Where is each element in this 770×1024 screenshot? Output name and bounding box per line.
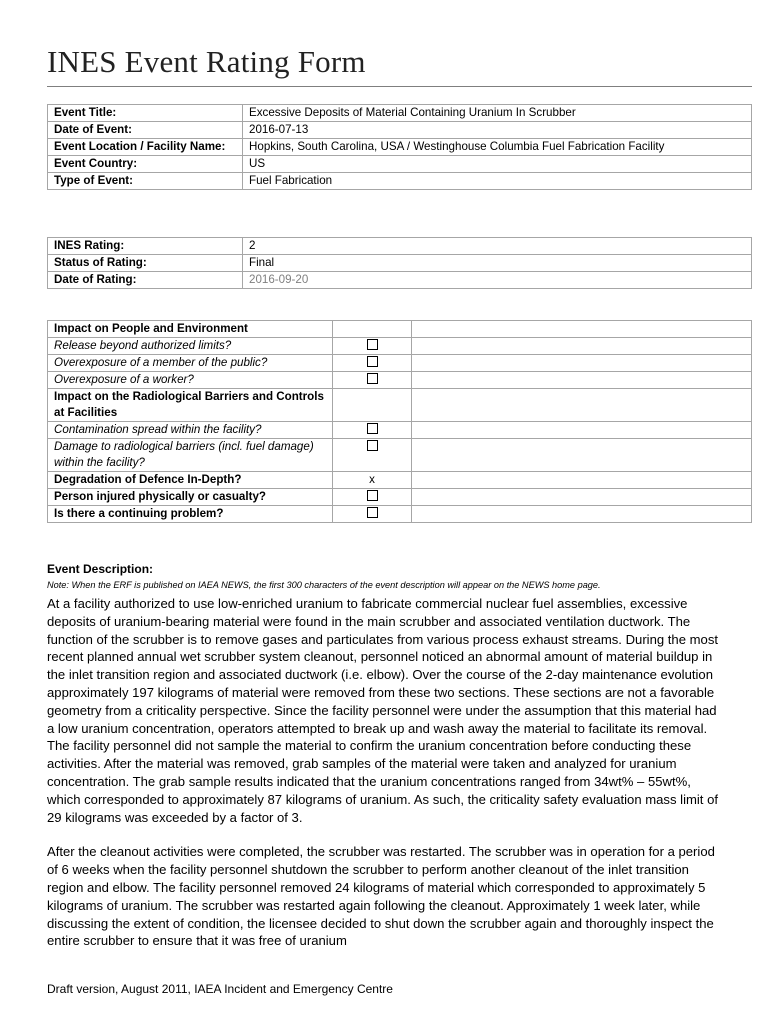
page-title: INES Event Rating Form: [47, 44, 366, 79]
event-location-label: Event Location / Facility Name:: [48, 139, 243, 156]
impact-answer-cell[interactable]: [333, 372, 412, 389]
impact-question: Is there a continuing problem?: [48, 506, 333, 523]
table-row: [48, 238, 752, 255]
title-divider: [47, 86, 752, 87]
impact-question: Damage to radiological barriers (incl. fuel damage) within the facility?: [48, 439, 333, 472]
impact-question: Person injured physically or casualty?: [48, 489, 333, 506]
impact-row: [48, 338, 752, 355]
rating-date-label: Date of Rating:: [48, 272, 243, 289]
checkbox-unchecked[interactable]: [367, 440, 378, 451]
impact-comment-cell: [412, 338, 752, 355]
table-row: [48, 272, 752, 289]
page-footer: Draft version, August 2011, IAEA Incident and Emergency Centre: [47, 982, 393, 996]
impact-answer-cell[interactable]: [333, 506, 412, 523]
impact-row: [48, 422, 752, 439]
impact-table: [47, 320, 752, 523]
rating-status-label: Status of Rating:: [48, 255, 243, 272]
impact-comment-cell: [412, 439, 752, 472]
impact-answer-cell[interactable]: [333, 338, 412, 355]
impact-comment-cell: [412, 506, 752, 523]
checkbox-unchecked[interactable]: [367, 423, 378, 434]
impact-row: [48, 439, 752, 472]
impact-question: Contamination spread within the facility?: [48, 422, 333, 439]
impact-comment-cell: [412, 389, 752, 422]
impact-answer-cell[interactable]: [333, 472, 412, 489]
table-row: [48, 173, 752, 190]
event-info-table: [47, 104, 752, 190]
checkbox-unchecked[interactable]: [367, 490, 378, 501]
description-paragraph: At a facility authorized to use low-enriched uranium to fabricate commercial nuclear fuel assemblies, excessive deposits of uranium-bearing material were found in the main scrubber and associated ventilation ductwork. The function of the scrubber is to remove gases and particulates from various process exhaust streams. During the most recent planned annual wet scrubber system cleanout, personnel noticed an abnormal amount of material buildup in the inlet transition region and associated ductwork (i.e. elbow). Over the course of the 2-day maintenance evolution approximately 197 kilograms of material were removed from these two sections. These sections are not a favorable geometry from a criticality perspective. Since the facility personnel were under the assumption that this material had a low uranium concentration, operators attempted to break up and wash away the material to facilitate its removal. The facility personnel did not sample the material to confirm the uranium concentration before conducting these activities. After the material was removed, grab samples of the material were taken and analyzed for uranium concentration. The grab sample results indicated that the uranium concentrations ranged from 34wt% – 55wt%, which corresponded to approximately 87 kilograms of uranium. As such, the criticality safety evaluation mass limit of 29 kilograms was exceeded by a factor of 3.: [47, 596, 719, 825]
table-row: [48, 139, 752, 156]
impact-comment-cell: [412, 489, 752, 506]
impact-comment-cell: [412, 372, 752, 389]
event-title-label: Event Title:: [48, 105, 243, 122]
table-row: [48, 156, 752, 173]
event-country-value: US: [243, 156, 752, 173]
impact-question: Overexposure of a member of the public?: [48, 355, 333, 372]
impact-row: [48, 389, 752, 422]
event-type-label: Type of Event:: [48, 173, 243, 190]
rating-info-table: [47, 237, 752, 289]
event-country-label: Event Country:: [48, 156, 243, 173]
ines-rating-label: INES Rating:: [48, 238, 243, 255]
ines-rating-value: 2: [243, 238, 752, 255]
impact-question: Overexposure of a worker?: [48, 372, 333, 389]
event-description-heading: Event Description:: [47, 562, 154, 576]
impact-answer-cell[interactable]: [333, 355, 412, 372]
impact-answer-cell: [333, 389, 412, 422]
impact-row: [48, 355, 752, 372]
event-date-value: 2016-07-13: [243, 122, 752, 139]
event-date-label: Date of Event:: [48, 122, 243, 139]
table-row: [48, 255, 752, 272]
checkbox-unchecked[interactable]: [367, 507, 378, 518]
event-title-value: Excessive Deposits of Material Containing Uranium In Scrubber: [243, 105, 752, 122]
impact-comment-cell: [412, 422, 752, 439]
rating-date-value: 2016-09-20: [243, 272, 752, 289]
table-row: [48, 105, 752, 122]
impact-row: [48, 506, 752, 523]
impact-table-body: [48, 321, 752, 523]
checkbox-mark[interactable]: x: [369, 473, 375, 486]
impact-comment-cell: [412, 472, 752, 489]
impact-row: [48, 372, 752, 389]
impact-row: [48, 321, 752, 338]
event-description-body: [47, 595, 727, 967]
table-row: [48, 122, 752, 139]
event-description-note: Note: When the ERF is published on IAEA NEWS, the first 300 characters of the event description will appear on the NEWS home page.: [47, 580, 601, 590]
impact-question: Degradation of Defence In-Depth?: [48, 472, 333, 489]
event-type-value: Fuel Fabrication: [243, 173, 752, 190]
impact-row: [48, 489, 752, 506]
impact-question: Release beyond authorized limits?: [48, 338, 333, 355]
impact-answer-cell[interactable]: [333, 439, 412, 472]
checkbox-unchecked[interactable]: [367, 356, 378, 367]
impact-answer-cell[interactable]: [333, 489, 412, 506]
description-paragraph: After the cleanout activities were completed, the scrubber was restarted. The scrubber was in operation for a period of 6 weeks when the facility personnel shutdown the scrubber to perform another cleanout of the inlet transition region and elbow. The facility personnel removed 24 kilograms of material which corresponded to approximately 5 kilograms of uranium. The scrubber was restarted again following the cleanout. Approximately 1 week later, while discussing the extent of condition, the licensee decided to shut down the scrubber again and thoroughly inspect the entire scrubber to ensure that it was free of uranium: [47, 844, 715, 949]
impact-comment-cell: [412, 355, 752, 372]
impact-answer-cell: [333, 321, 412, 338]
event-location-value: Hopkins, South Carolina, USA / Westinghouse Columbia Fuel Fabrication Facility: [243, 139, 752, 156]
impact-comment-cell: [412, 321, 752, 338]
impact-question: Impact on People and Environment: [48, 321, 333, 338]
impact-answer-cell[interactable]: [333, 422, 412, 439]
impact-row: [48, 472, 752, 489]
rating-status-value: Final: [243, 255, 752, 272]
checkbox-unchecked[interactable]: [367, 373, 378, 384]
impact-question: Impact on the Radiological Barriers and Controls at Facilities: [48, 389, 333, 422]
checkbox-unchecked[interactable]: [367, 339, 378, 350]
